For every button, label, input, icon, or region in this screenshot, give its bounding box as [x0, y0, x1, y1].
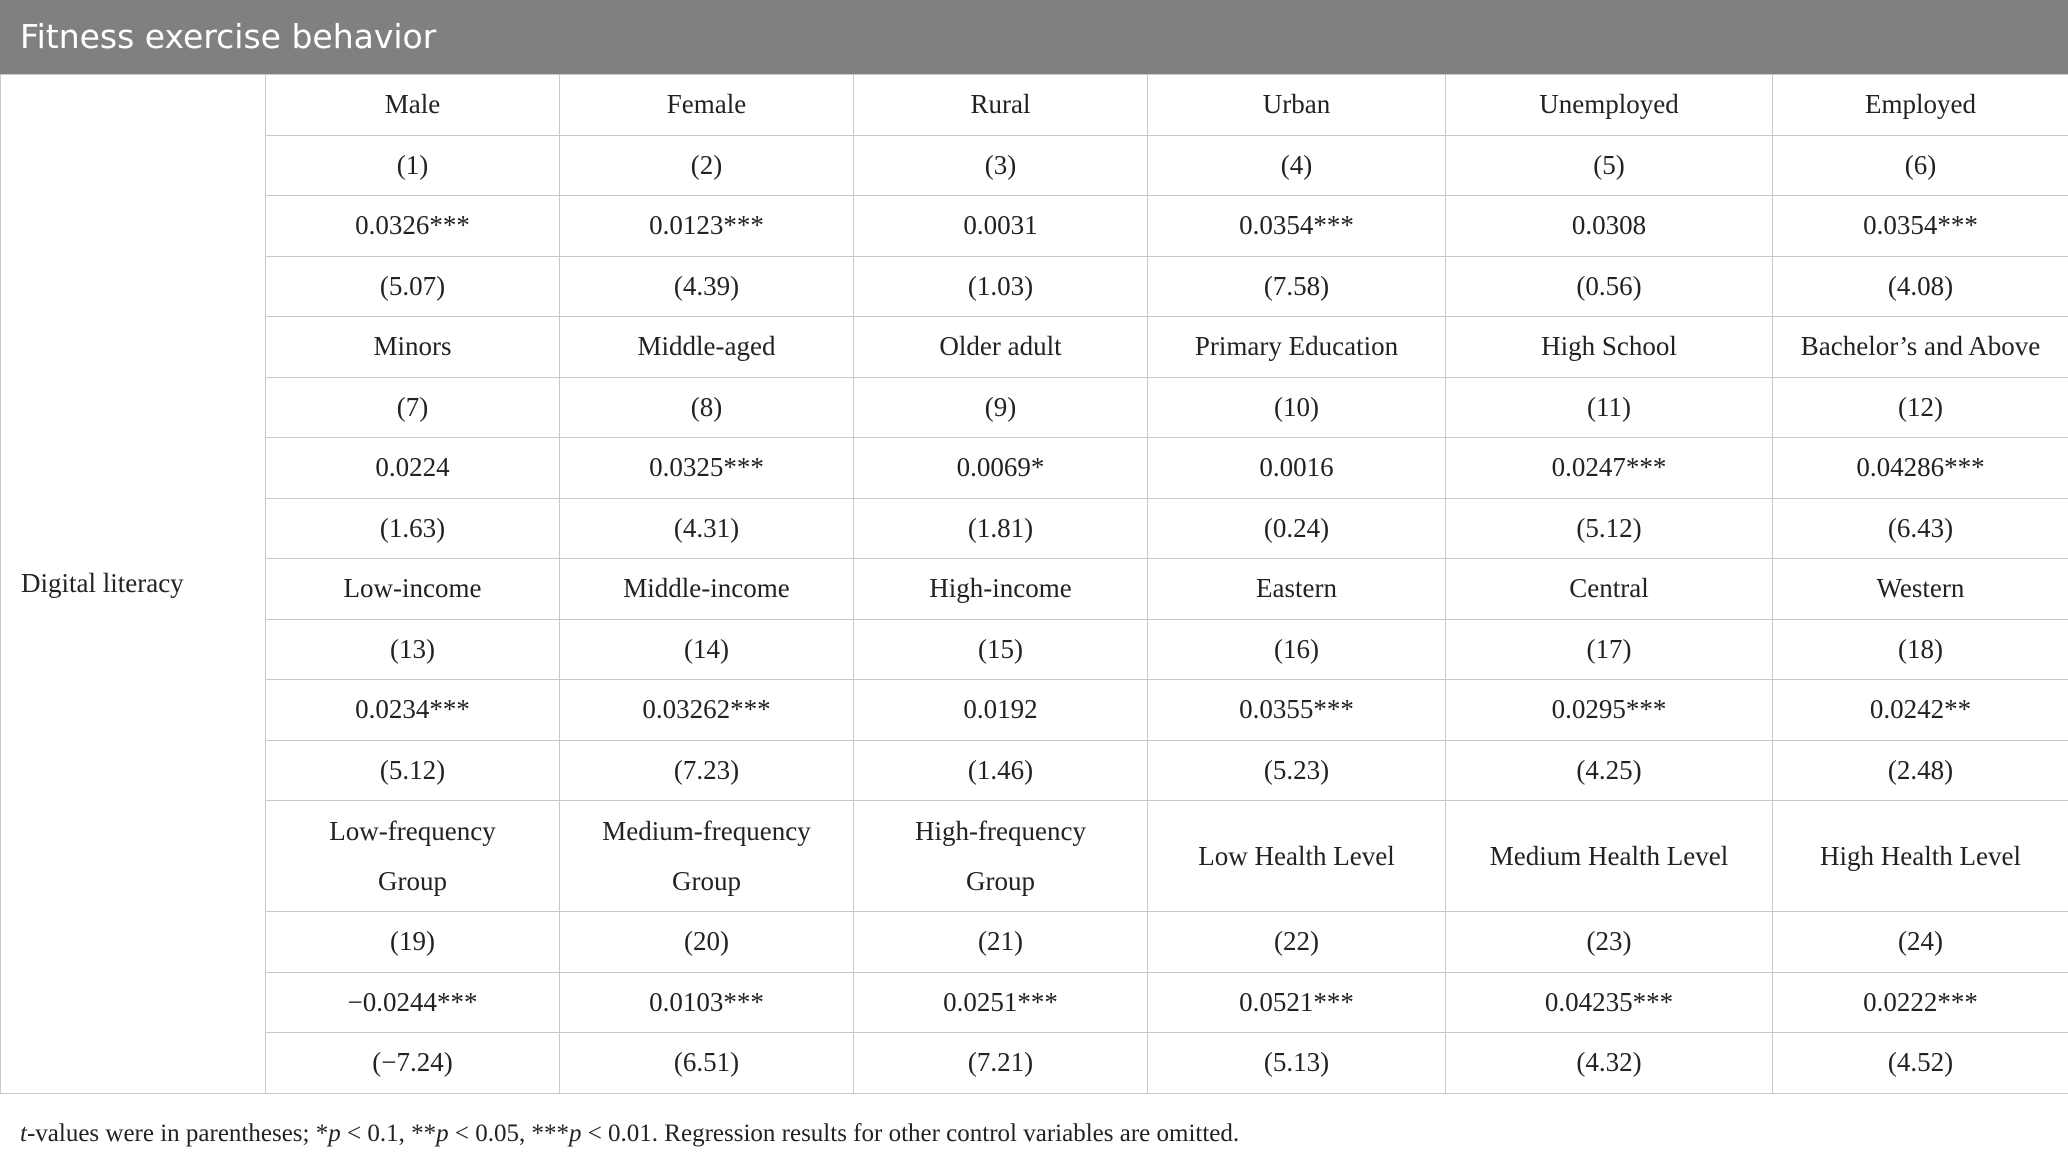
row-label-digital-literacy: Digital literacy — [1, 75, 266, 1094]
table-cell: 0.0103*** — [560, 972, 854, 1033]
table-cell: Rural — [854, 75, 1148, 136]
table-cell: (4.31) — [560, 498, 854, 559]
table-cell: (7) — [266, 377, 560, 438]
coefficient-row — [1, 680, 2068, 741]
table-cell: High Health Level — [1773, 801, 2068, 912]
table-cell: (5) — [1446, 135, 1773, 196]
table-cell: High-frequency Group — [854, 801, 1148, 912]
table-cell: (6) — [1773, 135, 2068, 196]
group-header-row — [1, 317, 2068, 378]
table-footnote: t-values were in parentheses; *p < 0.1, **p < 0.05, ***p < 0.01. Regression results for other control variables are omitted. — [20, 1120, 1240, 1147]
table-cell: Low-frequency Group — [266, 801, 560, 912]
table-cell: Minors — [266, 317, 560, 378]
table-cell: 0.0354*** — [1148, 196, 1446, 257]
table-cell: Low-income — [266, 559, 560, 620]
table-cell: (1.03) — [854, 256, 1148, 317]
coefficient-row — [1, 196, 2068, 257]
table-cell: 0.0325*** — [560, 438, 854, 499]
table-cell: (7.23) — [560, 740, 854, 801]
t-value-row — [1, 740, 2068, 801]
table-cell: Low Health Level — [1148, 801, 1446, 912]
table-cell: Western — [1773, 559, 2068, 620]
table-cell: (4) — [1148, 135, 1446, 196]
table-cell: (1.81) — [854, 498, 1148, 559]
coefficient-row — [1, 438, 2068, 499]
table-cell: (21) — [854, 912, 1148, 973]
table-cell: Male — [266, 75, 560, 136]
table-cell: Employed — [1773, 75, 2068, 136]
table-cell: Unemployed — [1446, 75, 1773, 136]
regression-table — [0, 74, 2068, 1094]
table-cell: 0.0234*** — [266, 680, 560, 741]
table-cell: (17) — [1446, 619, 1773, 680]
table-cell: Female — [560, 75, 854, 136]
table-cell: (5.12) — [1446, 498, 1773, 559]
table-cell: (4.39) — [560, 256, 854, 317]
model-number-row — [1, 619, 2068, 680]
group-header-row — [1, 559, 2068, 620]
table-cell: (1.46) — [854, 740, 1148, 801]
group-header-row — [1, 75, 2068, 136]
table-cell: 0.0222*** — [1773, 972, 2068, 1033]
table-cell: (6.43) — [1773, 498, 2068, 559]
table-cell: High-income — [854, 559, 1148, 620]
table-cell: (4.52) — [1773, 1033, 2068, 1094]
table-cell: Urban — [1148, 75, 1446, 136]
table-cell: 0.0354*** — [1773, 196, 2068, 257]
table-cell: (23) — [1446, 912, 1773, 973]
table-cell: (7.21) — [854, 1033, 1148, 1094]
table-cell: 0.04235*** — [1446, 972, 1773, 1033]
table-cell: 0.04286*** — [1773, 438, 2068, 499]
table-cell: Older adult — [854, 317, 1148, 378]
table-cell: (18) — [1773, 619, 2068, 680]
model-number-row — [1, 135, 2068, 196]
model-number-row — [1, 377, 2068, 438]
table-cell: 0.0521*** — [1148, 972, 1446, 1033]
table-cell: 0.0224 — [266, 438, 560, 499]
table-cell: 0.0031 — [854, 196, 1148, 257]
table-cell: (14) — [560, 619, 854, 680]
table-cell: (10) — [1148, 377, 1446, 438]
table-cell: (0.24) — [1148, 498, 1446, 559]
table-cell: (5.23) — [1148, 740, 1446, 801]
table-cell: 0.0242** — [1773, 680, 2068, 741]
table-cell: 0.0123*** — [560, 196, 854, 257]
table-cell: 0.0247*** — [1446, 438, 1773, 499]
table-cell: (12) — [1773, 377, 2068, 438]
table-cell: −0.0244*** — [266, 972, 560, 1033]
table-cell: 0.0308 — [1446, 196, 1773, 257]
table-cell: (20) — [560, 912, 854, 973]
table-cell: 0.03262*** — [560, 680, 854, 741]
table-cell: (−7.24) — [266, 1033, 560, 1094]
table-cell: (3) — [854, 135, 1148, 196]
table-cell: Medium-frequency Group — [560, 801, 854, 912]
table-cell: Middle-income — [560, 559, 854, 620]
table-cell: (13) — [266, 619, 560, 680]
t-value-row — [1, 498, 2068, 559]
group-header-row — [1, 801, 2068, 912]
table-cell: (16) — [1148, 619, 1446, 680]
table-cell: 0.0016 — [1148, 438, 1446, 499]
table-cell: Medium Health Level — [1446, 801, 1773, 912]
table-cell: (11) — [1446, 377, 1773, 438]
table-cell: (19) — [266, 912, 560, 973]
model-number-row — [1, 912, 2068, 973]
table-cell: 0.0355*** — [1148, 680, 1446, 741]
table-cell: (4.25) — [1446, 740, 1773, 801]
table-cell: 0.0069* — [854, 438, 1148, 499]
table-cell: (2.48) — [1773, 740, 2068, 801]
table-cell: (4.32) — [1446, 1033, 1773, 1094]
table-cell: (4.08) — [1773, 256, 2068, 317]
table-cell: Central — [1446, 559, 1773, 620]
t-value-row — [1, 256, 2068, 317]
table-cell: (0.56) — [1446, 256, 1773, 317]
table-cell: Middle-aged — [560, 317, 854, 378]
table-cell: (9) — [854, 377, 1148, 438]
table-cell: (1) — [266, 135, 560, 196]
table-cell: 0.0192 — [854, 680, 1148, 741]
table-cell: 0.0295*** — [1446, 680, 1773, 741]
table-cell: High School — [1446, 317, 1773, 378]
table-cell: (2) — [560, 135, 854, 196]
table-cell: (7.58) — [1148, 256, 1446, 317]
table-cell: (22) — [1148, 912, 1446, 973]
coefficient-row — [1, 972, 2068, 1033]
table-cell: (8) — [560, 377, 854, 438]
table-cell: Eastern — [1148, 559, 1446, 620]
table-cell: (5.13) — [1148, 1033, 1446, 1094]
table-cell: (5.12) — [266, 740, 560, 801]
table-cell: 0.0326*** — [266, 196, 560, 257]
t-value-row — [1, 1033, 2068, 1094]
table-cell: (24) — [1773, 912, 2068, 973]
table-cell: 0.0251*** — [854, 972, 1148, 1033]
table-cell: Bachelor’s and Above — [1773, 317, 2068, 378]
table-title: Fitness exercise behavior — [0, 0, 2068, 74]
table-cell: (5.07) — [266, 256, 560, 317]
table-cell: (1.63) — [266, 498, 560, 559]
table-cell: (15) — [854, 619, 1148, 680]
table-cell: (6.51) — [560, 1033, 854, 1094]
table-cell: Primary Education — [1148, 317, 1446, 378]
